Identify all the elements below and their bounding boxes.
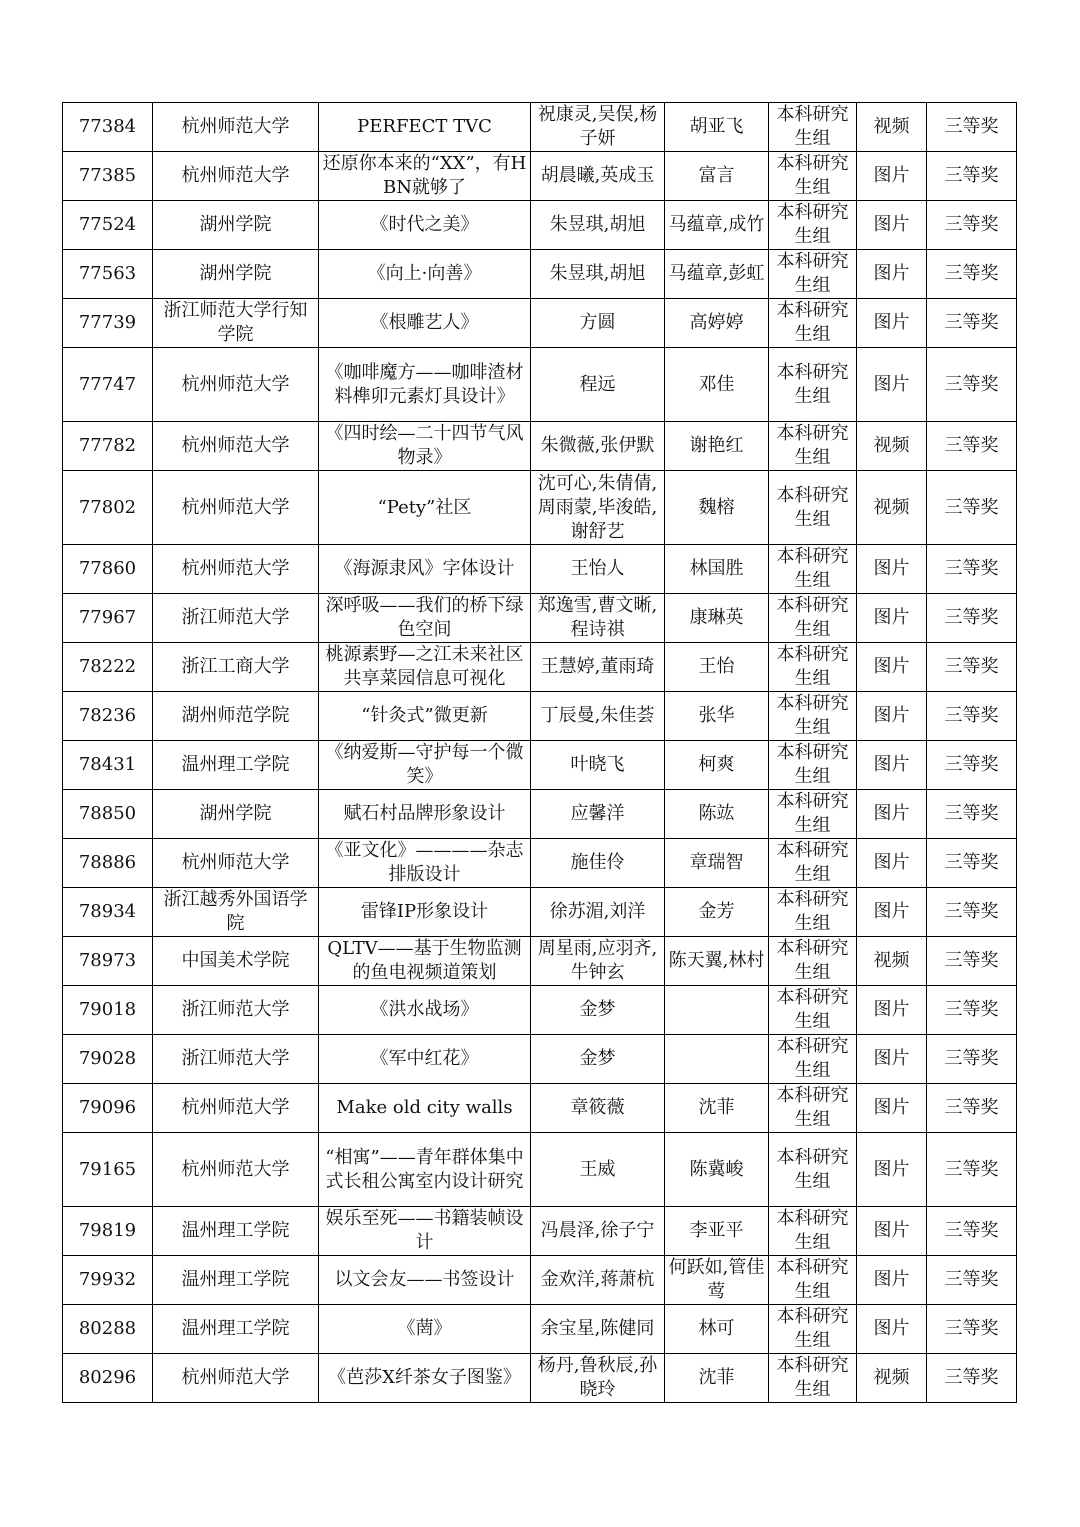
cell-school: 温州理工学院 <box>153 1256 319 1305</box>
cell-advisor: 金芳 <box>665 888 769 937</box>
cell-school: 浙江师范大学 <box>153 986 319 1035</box>
cell-award: 三等奖 <box>927 741 1017 790</box>
cell-school: 杭州师范大学 <box>153 1084 319 1133</box>
cell-type: 图片 <box>857 1256 927 1305</box>
table-row <box>63 299 1017 348</box>
cell-award: 三等奖 <box>927 1035 1017 1084</box>
cell-group: 本科研究生组 <box>769 1035 857 1084</box>
table-row <box>63 545 1017 594</box>
cell-id: 78886 <box>63 839 153 888</box>
cell-authors: 丁辰曼,朱佳荟 <box>531 692 665 741</box>
cell-id: 77860 <box>63 545 153 594</box>
cell-type: 图片 <box>857 201 927 250</box>
cell-title: 以文会友——书签设计 <box>319 1256 531 1305</box>
cell-authors: 金梦 <box>531 1035 665 1084</box>
cell-id: 77747 <box>63 348 153 422</box>
cell-id: 80288 <box>63 1305 153 1354</box>
cell-advisor: 何跃如,管佳莺 <box>665 1256 769 1305</box>
cell-title: 《向上·向善》 <box>319 250 531 299</box>
cell-title: 《菵》 <box>319 1305 531 1354</box>
cell-authors: 徐苏湄,刘洋 <box>531 888 665 937</box>
cell-type: 视频 <box>857 471 927 545</box>
cell-title: 《军中红花》 <box>319 1035 531 1084</box>
cell-authors: 方圆 <box>531 299 665 348</box>
table-row <box>63 422 1017 471</box>
cell-id: 78222 <box>63 643 153 692</box>
cell-school: 杭州师范大学 <box>153 103 319 152</box>
cell-type: 图片 <box>857 741 927 790</box>
cell-title: QLTV——基于生物监测的鱼电视频道策划 <box>319 937 531 986</box>
cell-group: 本科研究生组 <box>769 299 857 348</box>
cell-authors: 金梦 <box>531 986 665 1035</box>
cell-group: 本科研究生组 <box>769 471 857 545</box>
cell-type: 图片 <box>857 1207 927 1256</box>
cell-school: 杭州师范大学 <box>153 1133 319 1207</box>
cell-id: 78431 <box>63 741 153 790</box>
cell-school: 温州理工学院 <box>153 741 319 790</box>
cell-title: 《亚文化》————杂志排版设计 <box>319 839 531 888</box>
cell-school: 湖州师范学院 <box>153 692 319 741</box>
cell-advisor: 王怡 <box>665 643 769 692</box>
cell-advisor: 马蕴章,彭虹 <box>665 250 769 299</box>
cell-group: 本科研究生组 <box>769 201 857 250</box>
cell-type: 图片 <box>857 250 927 299</box>
cell-id: 78236 <box>63 692 153 741</box>
cell-authors: 沈可心,朱倩倩,周雨蒙,毕浚皓,谢舒艺 <box>531 471 665 545</box>
cell-award: 三等奖 <box>927 422 1017 471</box>
cell-award: 三等奖 <box>927 1305 1017 1354</box>
cell-authors: 冯晨泽,徐子宁 <box>531 1207 665 1256</box>
cell-type: 图片 <box>857 1305 927 1354</box>
cell-group: 本科研究生组 <box>769 986 857 1035</box>
cell-school: 湖州学院 <box>153 790 319 839</box>
cell-school: 温州理工学院 <box>153 1305 319 1354</box>
table-row <box>63 250 1017 299</box>
cell-advisor: 邓佳 <box>665 348 769 422</box>
cell-title: 娱乐至死——书籍装帧设计 <box>319 1207 531 1256</box>
cell-advisor: 魏榕 <box>665 471 769 545</box>
cell-authors: 叶晓飞 <box>531 741 665 790</box>
cell-advisor: 张华 <box>665 692 769 741</box>
cell-title: 《咖啡魔方——咖啡渣材料榫卯元素灯具设计》 <box>319 348 531 422</box>
cell-school: 浙江师范大学 <box>153 594 319 643</box>
cell-award: 三等奖 <box>927 471 1017 545</box>
cell-award: 三等奖 <box>927 986 1017 1035</box>
table-row <box>63 1256 1017 1305</box>
cell-title: 深呼吸——我们的桥下绿色空间 <box>319 594 531 643</box>
cell-title: 雷锋IP形象设计 <box>319 888 531 937</box>
cell-authors: 余宝星,陈健同 <box>531 1305 665 1354</box>
cell-authors: 周星雨,应羽齐,牛钟玄 <box>531 937 665 986</box>
cell-school: 杭州师范大学 <box>153 1354 319 1403</box>
cell-title: 《时代之美》 <box>319 201 531 250</box>
table-row <box>63 790 1017 839</box>
cell-advisor: 高婷婷 <box>665 299 769 348</box>
cell-advisor <box>665 986 769 1035</box>
cell-title: “Pety”社区 <box>319 471 531 545</box>
cell-type: 图片 <box>857 545 927 594</box>
cell-title: “相寓”——青年群体集中式长租公寓室内设计研究 <box>319 1133 531 1207</box>
cell-award: 三等奖 <box>927 1256 1017 1305</box>
cell-group: 本科研究生组 <box>769 1084 857 1133</box>
cell-title: PERFECT TVC <box>319 103 531 152</box>
cell-advisor: 林国胜 <box>665 545 769 594</box>
table-row <box>63 594 1017 643</box>
cell-title: 桃源素野—之江未来社区共享菜园信息可视化 <box>319 643 531 692</box>
cell-award: 三等奖 <box>927 692 1017 741</box>
awards-table <box>62 102 1017 1403</box>
cell-id: 77782 <box>63 422 153 471</box>
cell-group: 本科研究生组 <box>769 545 857 594</box>
cell-id: 79819 <box>63 1207 153 1256</box>
cell-group: 本科研究生组 <box>769 1256 857 1305</box>
cell-advisor: 康琳英 <box>665 594 769 643</box>
cell-authors: 胡晨曦,英成玉 <box>531 152 665 201</box>
cell-group: 本科研究生组 <box>769 1305 857 1354</box>
table-row <box>63 839 1017 888</box>
cell-school: 浙江工商大学 <box>153 643 319 692</box>
cell-advisor: 陈冀峻 <box>665 1133 769 1207</box>
table-row <box>63 1035 1017 1084</box>
cell-advisor: 谢艳红 <box>665 422 769 471</box>
cell-type: 图片 <box>857 888 927 937</box>
cell-authors: 章筱薇 <box>531 1084 665 1133</box>
cell-group: 本科研究生组 <box>769 250 857 299</box>
cell-authors: 朱昱琪,胡旭 <box>531 250 665 299</box>
cell-group: 本科研究生组 <box>769 103 857 152</box>
cell-group: 本科研究生组 <box>769 692 857 741</box>
cell-school: 杭州师范大学 <box>153 422 319 471</box>
cell-id: 79932 <box>63 1256 153 1305</box>
cell-school: 浙江师范大学行知学院 <box>153 299 319 348</box>
cell-advisor <box>665 1035 769 1084</box>
cell-type: 视频 <box>857 422 927 471</box>
cell-award: 三等奖 <box>927 1084 1017 1133</box>
cell-school: 浙江师范大学 <box>153 1035 319 1084</box>
cell-id: 78850 <box>63 790 153 839</box>
cell-advisor: 沈菲 <box>665 1084 769 1133</box>
cell-group: 本科研究生组 <box>769 422 857 471</box>
cell-title: 《芭莎X纤茶女子图鉴》 <box>319 1354 531 1403</box>
cell-authors: 杨丹,鲁秋辰,孙晓玲 <box>531 1354 665 1403</box>
cell-group: 本科研究生组 <box>769 1354 857 1403</box>
cell-authors: 朱微薇,张伊默 <box>531 422 665 471</box>
cell-id: 80296 <box>63 1354 153 1403</box>
cell-title: Make old city walls <box>319 1084 531 1133</box>
cell-id: 77739 <box>63 299 153 348</box>
table-row <box>63 1305 1017 1354</box>
table-row <box>63 201 1017 250</box>
cell-advisor: 富言 <box>665 152 769 201</box>
cell-authors: 祝康灵,吴俣,杨子妍 <box>531 103 665 152</box>
cell-school: 浙江越秀外国语学院 <box>153 888 319 937</box>
cell-title: 《洪水战场》 <box>319 986 531 1035</box>
cell-type: 图片 <box>857 839 927 888</box>
cell-advisor: 胡亚飞 <box>665 103 769 152</box>
cell-award: 三等奖 <box>927 1207 1017 1256</box>
table-row <box>63 986 1017 1035</box>
cell-award: 三等奖 <box>927 1354 1017 1403</box>
cell-award: 三等奖 <box>927 937 1017 986</box>
table-row <box>63 471 1017 545</box>
cell-id: 77385 <box>63 152 153 201</box>
cell-title: 《纳爱斯—守护每一个微笑》 <box>319 741 531 790</box>
cell-award: 三等奖 <box>927 643 1017 692</box>
cell-authors: 金欢洋,蒋萧杭 <box>531 1256 665 1305</box>
cell-type: 图片 <box>857 594 927 643</box>
cell-school: 杭州师范大学 <box>153 471 319 545</box>
cell-type: 视频 <box>857 1354 927 1403</box>
cell-authors: 王怡人 <box>531 545 665 594</box>
cell-type: 图片 <box>857 348 927 422</box>
cell-group: 本科研究生组 <box>769 888 857 937</box>
cell-advisor: 陈天翼,林村 <box>665 937 769 986</box>
cell-id: 77384 <box>63 103 153 152</box>
cell-authors: 王威 <box>531 1133 665 1207</box>
cell-advisor: 陈竑 <box>665 790 769 839</box>
cell-id: 79165 <box>63 1133 153 1207</box>
table-row <box>63 937 1017 986</box>
cell-award: 三等奖 <box>927 790 1017 839</box>
cell-award: 三等奖 <box>927 839 1017 888</box>
table-row <box>63 103 1017 152</box>
cell-award: 三等奖 <box>927 594 1017 643</box>
cell-group: 本科研究生组 <box>769 839 857 888</box>
cell-award: 三等奖 <box>927 103 1017 152</box>
cell-school: 中国美术学院 <box>153 937 319 986</box>
cell-group: 本科研究生组 <box>769 1207 857 1256</box>
cell-id: 79028 <box>63 1035 153 1084</box>
cell-id: 78973 <box>63 937 153 986</box>
cell-type: 图片 <box>857 1133 927 1207</box>
cell-award: 三等奖 <box>927 348 1017 422</box>
cell-id: 77967 <box>63 594 153 643</box>
table-row <box>63 152 1017 201</box>
cell-group: 本科研究生组 <box>769 741 857 790</box>
cell-title: 赋石村品牌形象设计 <box>319 790 531 839</box>
table-row <box>63 692 1017 741</box>
cell-id: 77524 <box>63 201 153 250</box>
cell-authors: 朱昱琪,胡旭 <box>531 201 665 250</box>
cell-id: 77802 <box>63 471 153 545</box>
cell-school: 湖州学院 <box>153 250 319 299</box>
cell-title: 《海源隶风》字体设计 <box>319 545 531 594</box>
cell-title: 《四时绘—二十四节气风物录》 <box>319 422 531 471</box>
cell-type: 视频 <box>857 937 927 986</box>
cell-group: 本科研究生组 <box>769 348 857 422</box>
cell-type: 图片 <box>857 299 927 348</box>
cell-group: 本科研究生组 <box>769 937 857 986</box>
cell-award: 三等奖 <box>927 201 1017 250</box>
cell-school: 温州理工学院 <box>153 1207 319 1256</box>
cell-authors: 施佳伶 <box>531 839 665 888</box>
cell-school: 杭州师范大学 <box>153 839 319 888</box>
cell-advisor: 马蕴章,成竹 <box>665 201 769 250</box>
table-row <box>63 1354 1017 1403</box>
cell-title: 还原你本来的“XX”，有HBN就够了 <box>319 152 531 201</box>
cell-type: 图片 <box>857 643 927 692</box>
cell-award: 三等奖 <box>927 545 1017 594</box>
awards-table-body <box>63 103 1017 1403</box>
cell-award: 三等奖 <box>927 299 1017 348</box>
cell-group: 本科研究生组 <box>769 594 857 643</box>
cell-type: 图片 <box>857 986 927 1035</box>
cell-group: 本科研究生组 <box>769 152 857 201</box>
cell-authors: 程远 <box>531 348 665 422</box>
cell-group: 本科研究生组 <box>769 643 857 692</box>
table-row <box>63 348 1017 422</box>
table-row <box>63 888 1017 937</box>
cell-advisor: 林可 <box>665 1305 769 1354</box>
cell-type: 图片 <box>857 790 927 839</box>
cell-advisor: 柯爽 <box>665 741 769 790</box>
cell-type: 图片 <box>857 1084 927 1133</box>
cell-award: 三等奖 <box>927 1133 1017 1207</box>
cell-award: 三等奖 <box>927 250 1017 299</box>
cell-school: 杭州师范大学 <box>153 152 319 201</box>
cell-group: 本科研究生组 <box>769 1133 857 1207</box>
cell-advisor: 沈菲 <box>665 1354 769 1403</box>
cell-school: 杭州师范大学 <box>153 545 319 594</box>
table-row <box>63 643 1017 692</box>
cell-award: 三等奖 <box>927 152 1017 201</box>
cell-group: 本科研究生组 <box>769 790 857 839</box>
cell-title: “针灸式”微更新 <box>319 692 531 741</box>
table-row <box>63 1207 1017 1256</box>
cell-id: 77563 <box>63 250 153 299</box>
cell-school: 湖州学院 <box>153 201 319 250</box>
cell-advisor: 李亚平 <box>665 1207 769 1256</box>
table-row <box>63 741 1017 790</box>
cell-authors: 郑逸雪,曹文晰,程诗祺 <box>531 594 665 643</box>
cell-id: 78934 <box>63 888 153 937</box>
cell-title: 《根雕艺人》 <box>319 299 531 348</box>
cell-award: 三等奖 <box>927 888 1017 937</box>
cell-type: 图片 <box>857 692 927 741</box>
cell-type: 图片 <box>857 152 927 201</box>
cell-authors: 王慧婷,董雨琦 <box>531 643 665 692</box>
cell-authors: 应馨洋 <box>531 790 665 839</box>
cell-id: 79096 <box>63 1084 153 1133</box>
table-row <box>63 1084 1017 1133</box>
cell-type: 图片 <box>857 1035 927 1084</box>
table-row <box>63 1133 1017 1207</box>
cell-id: 79018 <box>63 986 153 1035</box>
cell-advisor: 章瑞智 <box>665 839 769 888</box>
cell-type: 视频 <box>857 103 927 152</box>
cell-school: 杭州师范大学 <box>153 348 319 422</box>
